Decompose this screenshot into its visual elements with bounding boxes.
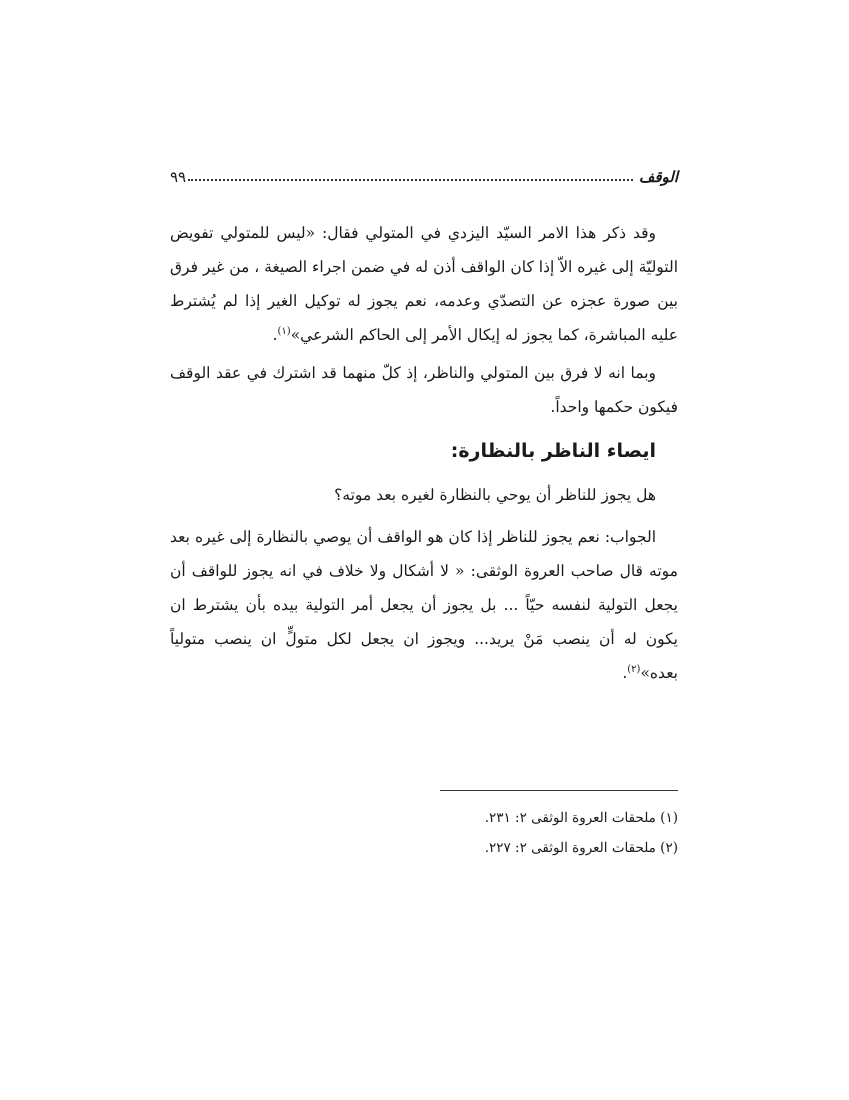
footnote-separator (440, 790, 678, 791)
page-number: ٩٩ (170, 168, 187, 186)
footnote-ref-1: (١) (277, 325, 291, 337)
paragraph-3-text: الجواب: نعم يجوز للناظر إذا كان هو الواقف أن يوصي بالنظارة إلى غيره بعد موته قال صاحب العروة الوثقى: « لا أشكال ولا خلاف في انه يجوز للواقف أن يجعل التولية لنفسه حيّاً ... بل يجوز أن يجعل أمر التولية بيده بأن يشترط ان يكون له أن ينصب مَنْ يريد... ويجوز ان يجعل لكل متولٍّ ان ينصب متولياً بعده» (170, 528, 678, 682)
paragraph-1 (170, 216, 678, 352)
footnote-1: (١) ملحقات العروة الوثقى ٢: ٢٣١. (484, 810, 678, 826)
footnote-2: (٢) ملحقات العروة الوثقى ٢: ٢٢٧. (484, 840, 678, 856)
section-heading: ايصاء الناظر بالنظارة: (450, 440, 656, 462)
body-text (170, 216, 678, 690)
paragraph-3-end: . (622, 664, 628, 682)
paragraph-1-end: . (272, 326, 278, 344)
running-header (170, 150, 678, 186)
header-dot-leader (188, 179, 633, 181)
paragraph-2: وبما انه لا فرق بين المتولي والناظر، إذ كلّ منهما قد اشترك في عقد الوقف فيكون حكمها واحداً. (170, 364, 678, 416)
running-title: الوقف (638, 168, 678, 186)
book-page (170, 0, 678, 1100)
footnote-ref-2: (٢) (627, 663, 641, 675)
paragraph-3 (170, 520, 678, 690)
footnotes (170, 790, 678, 863)
paragraph-1-text: وقد ذكر هذا الامر السيّد اليزدي في المتولي فقال: «ليس للمتولي تفويض التوليّة إلى غيره الاّ إذا كان الواقف أذن له في ضمن اجراء الصيغة ، من غير فرق بين صورة عجزه عن التصدّي وعدمه، نعم يجوز له توكيل الغير إذا لم يُشترط عليه المباشرة، كما يجوز له إيكال الأمر إلى الحاكم الشرعي» (170, 224, 678, 344)
question-text: هل يجوز للناظر أن يوحي بالنظارة لغيره بعد موته؟ (334, 486, 656, 504)
